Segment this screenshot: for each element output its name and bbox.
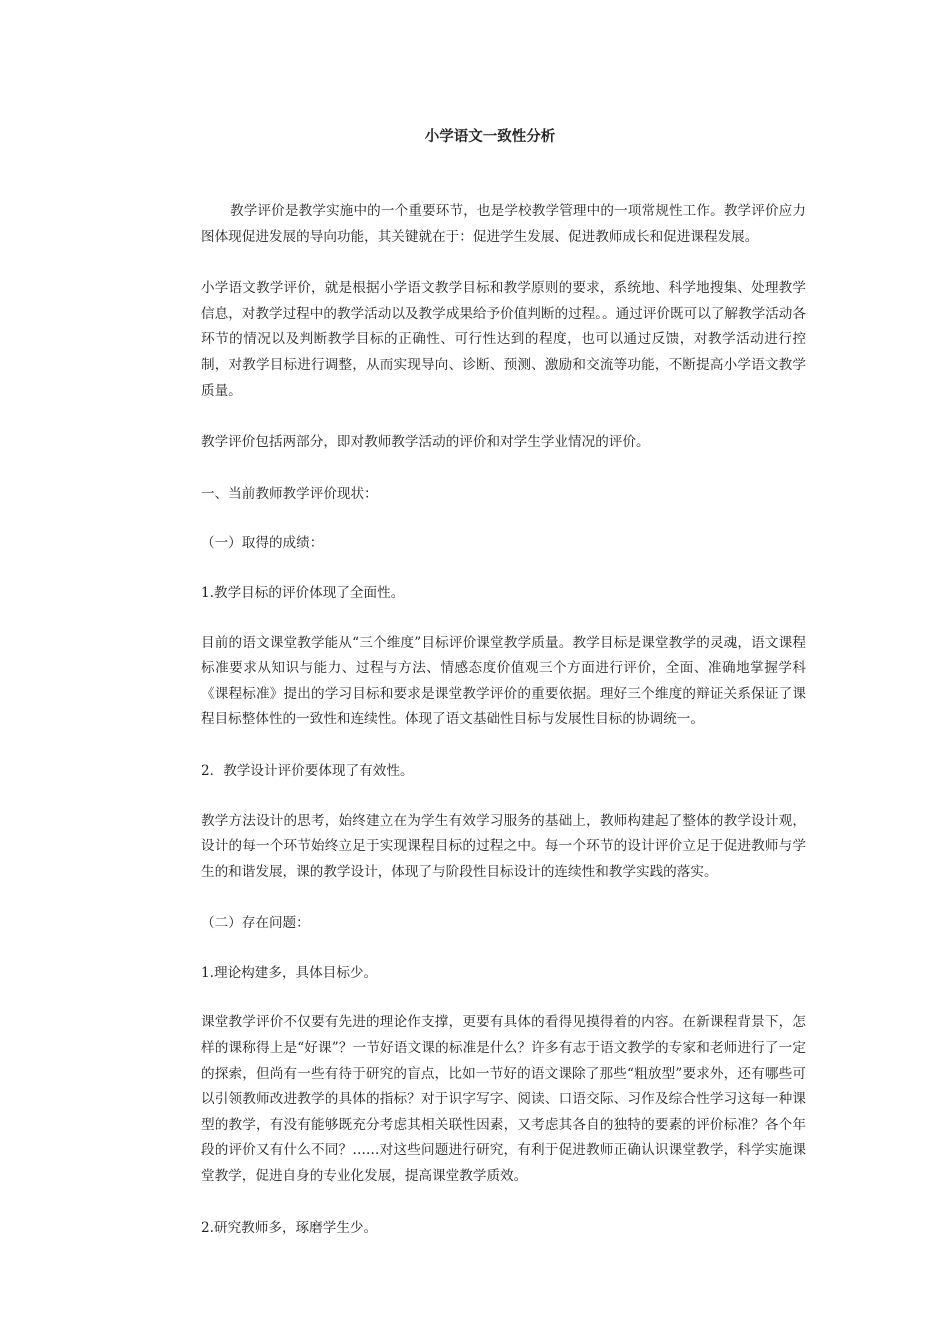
document-body [201, 199, 806, 1265]
paragraph-objectives: 目前的语文课堂教学能从“三个维度”目标评价课堂教学质量。教学目标是课堂教学的灵魂，语文课程标准要求从知识与能力、过程与方法、情感态度价值观三个方面进行评价，全面、准确地掌握学科《课程标准》提出的学习目标和要求是课堂教学评价的重要依据。理好三个维度的辩证关系保证了课程目标整体性的一致性和连续性。体现了语文基础性目标与发展性目标的协调统一。 [201, 634, 806, 728]
paragraph-theory: 课堂教学评价不仅要有先进的理论作支撑，更要有具体的看得见摸得着的内容。在新课程背景下，怎样的课称得上是“好课”？一节好语文课的标准是什么？许多有志于语文教学的专家和老师进行了一定的探索，但尚有一些有待于研究的盲点，比如一节好的语文课除了那些“粗放型”要求外，还有哪些可以引领教师改进教学的具体的指标？对于识字写字、阅读、口语交际、习作及综合性学习这每一种课型的教学，有没有能够既充分考虑其相关联性因素，又考虑其各自的独特的要素的评价标准？各个年段的评价又有什么不同？……对这些问题进行研究，有利于促进教师正确认识课堂教学，科学实施课堂教学，促进自身的专业化发展，提高课堂教学质效。 [201, 1014, 806, 1185]
subsection-heading-achievements: （一）取得的成绩： [201, 535, 324, 552]
document-title: 小学语文一致性分析 [424, 128, 556, 145]
paragraph-definition: 小学语文教学评价，就是根据小学语文教学目标和教学原则的要求，系统地、科学地搜集、处理教学信息，对教学过程中的教学活动以及教学成果给予价值判断的过程。。通过评价既可以了解教学活动各环节的情况以及判断教学目标的正确性、可行性达到的程度，也可以通过反馈，对教学活动进行控制，对教学目标进行调整，从而实现导向、诊断、预测、激励和交流等功能，不断提高小学语文教学质量。 [201, 280, 806, 399]
subsection-heading-problems: （二）存在问题： [201, 915, 310, 932]
paragraph-scope: 教学评价包括两部分，即对教师教学活动的评价和对学生学业情况的评价。 [201, 434, 650, 451]
problem-heading-2: 2.研究教师多，琢磨学生少。 [201, 1219, 378, 1236]
problem-heading-1: 1.理论构建多，具体目标少。 [201, 964, 378, 981]
section-heading-1: 一、当前教师教学评价现状： [201, 485, 378, 502]
paragraph-intro: 教学评价是教学实施中的一个重要环节，也是学校教学管理中的一项常规性工作。教学评价应力图体现促进发展的导向功能，其关键就在于：促进学生发展、促进教师成长和促进课程发展。 [201, 203, 806, 245]
paragraph-design: 教学方法设计的思考，始终建立在为学生有效学习服务的基础上，教师构建起了整体的教学设计观，设计的每一个环节始终立足于实现课程目标的过程之中。每一个环节的设计评价立足于促进教师与学生的和谐发展，课的教学设计，体现了与阶段性目标设计的连续性和教学实践的落实。 [201, 812, 806, 880]
item-heading-1: 1.教学目标的评价体现了全面性。 [201, 584, 405, 601]
item-heading-2: 2．教学设计评价要体现了有效性。 [201, 762, 414, 779]
